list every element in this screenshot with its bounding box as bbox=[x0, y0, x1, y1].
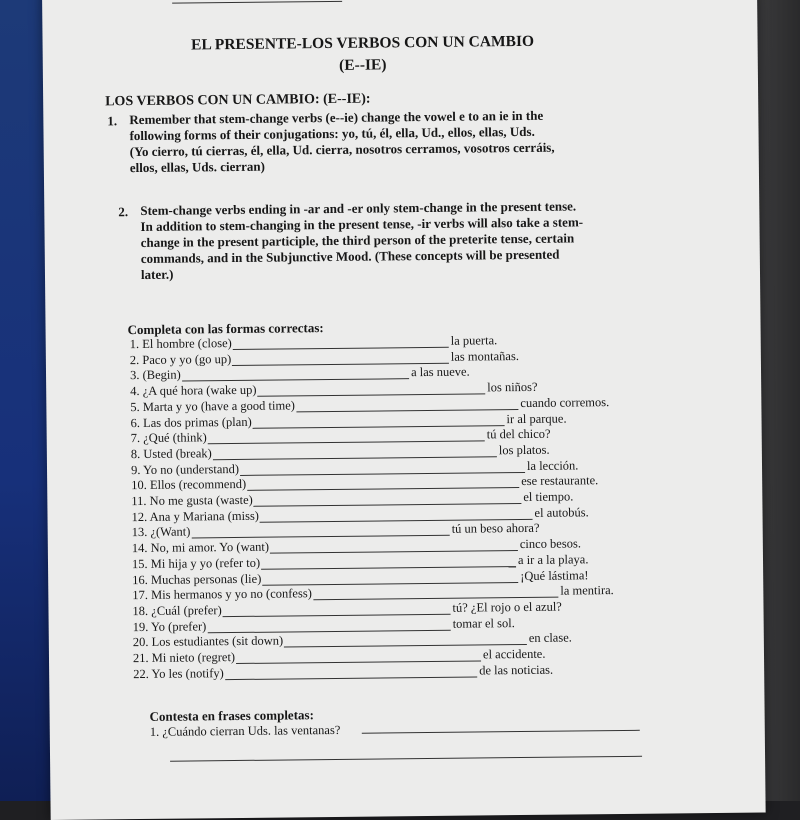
exercise-completion: el tiempo. bbox=[523, 489, 574, 504]
exercise-completion: los niños? bbox=[487, 379, 538, 395]
question-item: 1. ¿Cuándo cierran Uds. las ventanas? bbox=[149, 722, 341, 739]
exercise-prompt: 6. Las dos primas (plan) bbox=[130, 414, 252, 430]
exercise-prompt: 16. Muchas personas (lie) bbox=[132, 571, 262, 587]
answer-blank[interactable] bbox=[225, 676, 477, 680]
rule-line: later.) bbox=[140, 266, 174, 282]
exercise-prompt: 19. Yo (prefer) bbox=[132, 618, 207, 634]
answer-blank[interactable] bbox=[233, 347, 449, 350]
worksheet-subtitle: (E--IE) bbox=[339, 56, 387, 74]
rule-line: (Yo cierro, tú cierras, él, ella, Ud. cierra, nosotros cerramos, vosotros cerráis, bbox=[129, 139, 555, 160]
answer-blank-line-2[interactable] bbox=[170, 756, 642, 762]
rule-line: following forms of their conjugations: yo, tú, él, ella, Ud., ellos, ellas, Uds. bbox=[129, 123, 535, 144]
name-blank bbox=[172, 1, 342, 4]
exercise-prompt: 2. Paco y yo (go up) bbox=[129, 351, 232, 367]
answer-blank[interactable] bbox=[253, 425, 505, 429]
answer-blank[interactable] bbox=[253, 503, 521, 507]
exercise-completion: tomar el sol. bbox=[452, 615, 515, 631]
exercise-prompt: 8. Usted (break) bbox=[130, 446, 212, 461]
answer-blank[interactable] bbox=[236, 660, 481, 664]
answer-blank[interactable] bbox=[262, 582, 518, 586]
rule-line: In addition to stem-changing in the present tense, -ir verbs will also take a stem- bbox=[140, 214, 584, 234]
exercise-completion: tú del chico? bbox=[486, 426, 551, 442]
answer-blank[interactable] bbox=[261, 566, 516, 570]
exercise-completion: a ir a la playa. bbox=[517, 552, 589, 567]
exercise-prompt: 11. No me gusta (waste) bbox=[131, 492, 253, 509]
exercise-completion: cuando corremos. bbox=[520, 394, 610, 410]
exercise-prompt: 13. ¿(Want) bbox=[131, 524, 191, 540]
rule-1-text bbox=[129, 107, 610, 176]
exercise-completion: a las nueve. bbox=[410, 364, 470, 380]
exercise-prompt: 14. No, mi amor. Yo (want) bbox=[131, 539, 270, 556]
answer-blank[interactable] bbox=[213, 456, 497, 460]
exercise-completion: el accidente. bbox=[482, 646, 546, 662]
exercise-prompt: 22. Yo les (notify) bbox=[133, 665, 224, 681]
section-heading: LOS VERBOS CON UN CAMBIO: (E--IE): bbox=[105, 91, 371, 110]
rule-line: commands, and in the Subjunctive Mood. (These concepts will be presented bbox=[140, 246, 560, 266]
exercise-completion: en clase. bbox=[528, 630, 572, 646]
answer-blank[interactable] bbox=[240, 472, 525, 476]
rule-2-number: 2. bbox=[118, 204, 129, 220]
answer-blank[interactable] bbox=[247, 487, 519, 491]
answer-blank[interactable] bbox=[362, 730, 640, 734]
rule-1-number: 1. bbox=[107, 113, 118, 129]
exercise-prompt: 20. Los estudiantes (sit down) bbox=[132, 633, 284, 650]
exercise-prompt: 5. Marta y yo (have a good time) bbox=[130, 398, 295, 414]
exercise-completion: tú? ¿El rojo o el azul? bbox=[452, 599, 562, 615]
exercise-prompt: 7. ¿Qué (think) bbox=[130, 430, 207, 446]
exercise-completion: los platos. bbox=[498, 442, 550, 458]
exercise-prompt: 9. Yo no (understand) bbox=[130, 461, 240, 477]
exercise-completion: la puerta. bbox=[450, 333, 498, 348]
exercise-completion: tú un beso ahora? bbox=[451, 521, 540, 537]
exercise-completion: de las noticias. bbox=[479, 662, 554, 678]
rule-line: ellos, ellas, Uds. cierran) bbox=[129, 158, 265, 176]
rule-line: change in the present participle, the third person of the preterite tense, certain bbox=[140, 230, 575, 250]
exercise-completion: cinco besos. bbox=[519, 536, 582, 552]
answer-blank[interactable] bbox=[208, 441, 485, 445]
exercise-prompt: 15. Mi hija y yo (refer to) bbox=[131, 555, 261, 571]
exercise-prompt: 10. Ellos (recommend) bbox=[131, 477, 247, 493]
exercise-completion: ese restaurante. bbox=[521, 473, 599, 489]
answer-blank[interactable] bbox=[223, 614, 451, 617]
rule-line: Remember that stem-change verbs (e--ie) change the vowel e to an ie in the bbox=[129, 107, 544, 128]
exercise-completion: ir al parque. bbox=[506, 411, 567, 426]
exercise-prompt: 3. (Begin) bbox=[129, 367, 181, 383]
answer-blank[interactable] bbox=[208, 629, 451, 633]
answer-blank[interactable] bbox=[192, 535, 450, 539]
exercise-completion: el autobús. bbox=[534, 504, 589, 520]
rule-2-text bbox=[140, 198, 621, 283]
answer-blank[interactable] bbox=[257, 393, 485, 396]
exercise-prompt: 21. Mi nieto (regret) bbox=[132, 650, 236, 666]
answer-blank[interactable] bbox=[182, 379, 409, 382]
exercise-completion: las montañas. bbox=[450, 348, 519, 364]
answer-blank[interactable] bbox=[270, 550, 518, 554]
rule-line: Stem-change verbs ending in -ar and -er only stem-change in the present tense. bbox=[140, 198, 577, 218]
exercise-1-heading: Completa con las formas correctas: bbox=[127, 320, 324, 338]
exercise-prompt: 18. ¿Cuál (prefer) bbox=[132, 603, 222, 618]
exercise-completion: ¡Qué lástima! bbox=[520, 567, 589, 583]
exercise-completion: la mentira. bbox=[560, 583, 614, 598]
worksheet-title: EL PRESENTE-LOS VERBOS CON UN CAMBIO bbox=[191, 32, 535, 54]
exercise-completion: la lección. bbox=[526, 458, 579, 473]
exercise-prompt: 12. Ana y Mariana (miss) bbox=[131, 508, 259, 524]
exercise-prompt: 1. El hombre (close) bbox=[129, 336, 232, 352]
worksheet-paper bbox=[42, 0, 766, 820]
exercise-prompt: 4. ¿A qué hora (wake up) bbox=[130, 382, 257, 399]
exercise-2-heading: Contesta en frases completas: bbox=[149, 707, 314, 724]
answer-blank[interactable] bbox=[296, 409, 518, 412]
exercise-prompt: 17. Mis hermanos y yo no (confess) bbox=[132, 586, 312, 603]
